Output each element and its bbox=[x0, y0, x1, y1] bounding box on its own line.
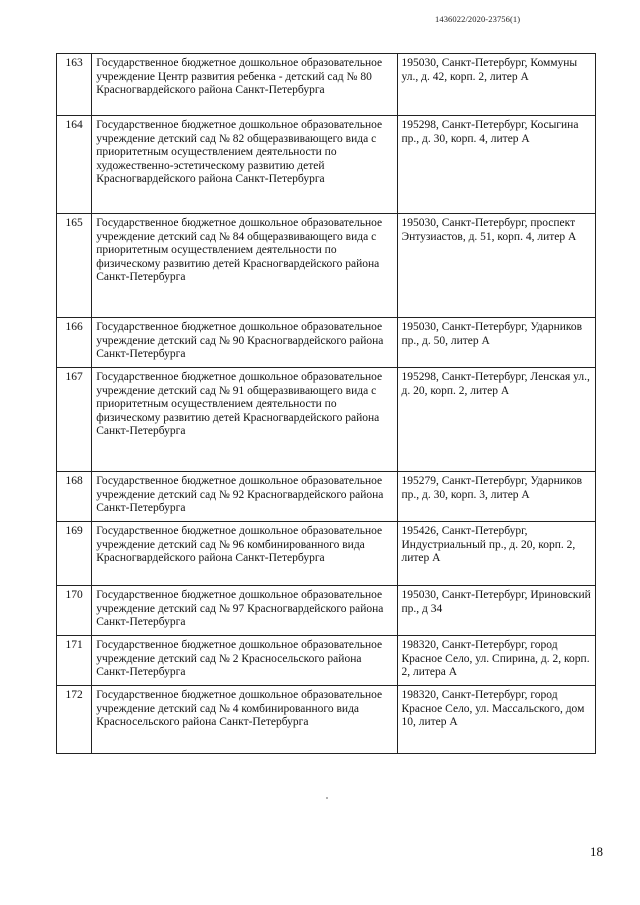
row-number: 170 bbox=[57, 586, 92, 636]
institution-address: 195030, Санкт-Петербург, Ударников пр., д. 50, литер А bbox=[397, 318, 596, 368]
institution-name: Государственное бюджетное дошкольное образовательное учреждение детский сад № 96 комбинированного вида Красногвардейского района Санкт-Петербурга bbox=[92, 522, 397, 586]
table-row bbox=[57, 116, 596, 214]
institution-address: 195030, Санкт-Петербург, Ириновский пр., д 34 bbox=[397, 586, 596, 636]
row-number: 168 bbox=[57, 472, 92, 522]
table-row bbox=[57, 472, 596, 522]
institution-name: Государственное бюджетное дошкольное образовательное учреждение детский сад № 2 Красносельского района Санкт-Петербурга bbox=[92, 636, 397, 686]
row-number: 165 bbox=[57, 214, 92, 318]
row-number: 172 bbox=[57, 686, 92, 754]
table-row bbox=[57, 686, 596, 754]
institution-address: 195279, Санкт-Петербург, Ударников пр., д. 30, корп. 3, литер А bbox=[397, 472, 596, 522]
row-number: 171 bbox=[57, 636, 92, 686]
institution-address: 195298, Санкт-Петербург, Косыгина пр., д. 30, корп. 4, литер А bbox=[397, 116, 596, 214]
scan-dot bbox=[326, 797, 328, 799]
institution-address: 195426, Санкт-Петербург, Индустриальный пр., д. 20, корп. 2, литер А bbox=[397, 522, 596, 586]
institutions-table bbox=[56, 53, 596, 754]
row-number: 166 bbox=[57, 318, 92, 368]
row-number: 167 bbox=[57, 368, 92, 472]
row-number: 163 bbox=[57, 54, 92, 116]
table-row bbox=[57, 54, 596, 116]
institution-name: Государственное бюджетное дошкольное образовательное учреждение детский сад № 82 общеразвивающего вида с приоритетным осуществлением деятельности по художественно-эстетическому развитию детей Красногвардейского района Санкт-Петербурга bbox=[92, 116, 397, 214]
row-number: 169 bbox=[57, 522, 92, 586]
institution-address: 198320, Санкт-Петербург, город Красное Село, ул. Массальского, дом 10, литер А bbox=[397, 686, 596, 754]
institution-name: Государственное бюджетное дошкольное образовательное учреждение детский сад № 97 Красногвардейского района Санкт-Петербурга bbox=[92, 586, 397, 636]
table-row bbox=[57, 368, 596, 472]
institution-name: Государственное бюджетное дошкольное образовательное учреждение детский сад № 4 комбинированного вида Красносельского района Санкт-Петербурга bbox=[92, 686, 397, 754]
table-row bbox=[57, 586, 596, 636]
table-row bbox=[57, 214, 596, 318]
table-row bbox=[57, 636, 596, 686]
table-row bbox=[57, 522, 596, 586]
institution-address: 198320, Санкт-Петербург, город Красное Село, ул. Спирина, д. 2, корп. 2, литера А bbox=[397, 636, 596, 686]
institution-name: Государственное бюджетное дошкольное образовательное учреждение детский сад № 91 общеразвивающего вида с приоритетным осуществлением деятельности по физическому развитию детей Красногвардейского района Санкт-Петербурга bbox=[92, 368, 397, 472]
institution-name: Государственное бюджетное дошкольное образовательное учреждение детский сад № 92 Красногвардейского района Санкт-Петербурга bbox=[92, 472, 397, 522]
row-number: 164 bbox=[57, 116, 92, 214]
institution-address: 195298, Санкт-Петербург, Ленская ул., д. 20, корп. 2, литер А bbox=[397, 368, 596, 472]
institution-address: 195030, Санкт-Петербург, Коммуны ул., д. 42, корп. 2, литер А bbox=[397, 54, 596, 116]
institution-name: Государственное бюджетное дошкольное образовательное учреждение детский сад № 84 общеразвивающего вида с приоритетным осуществлением деятельности по физическому развитию детей Красногвардейского района Санкт-Петербурга bbox=[92, 214, 397, 318]
document-registration-number: 1436022/2020-23756(1) bbox=[435, 14, 521, 24]
page-number: 18 bbox=[590, 844, 603, 859]
institution-address: 195030, Санкт-Петербург, проспект Энтузиастов, д. 51, корп. 4, литер А bbox=[397, 214, 596, 318]
institution-name: Государственное бюджетное дошкольное образовательное учреждение Центр развития ребенка - детский сад № 80 Красногвардейского района Санкт-Петербурга bbox=[92, 54, 397, 116]
table-row bbox=[57, 318, 596, 368]
institution-name: Государственное бюджетное дошкольное образовательное учреждение детский сад № 90 Красногвардейского района Санкт-Петербурга bbox=[92, 318, 397, 368]
